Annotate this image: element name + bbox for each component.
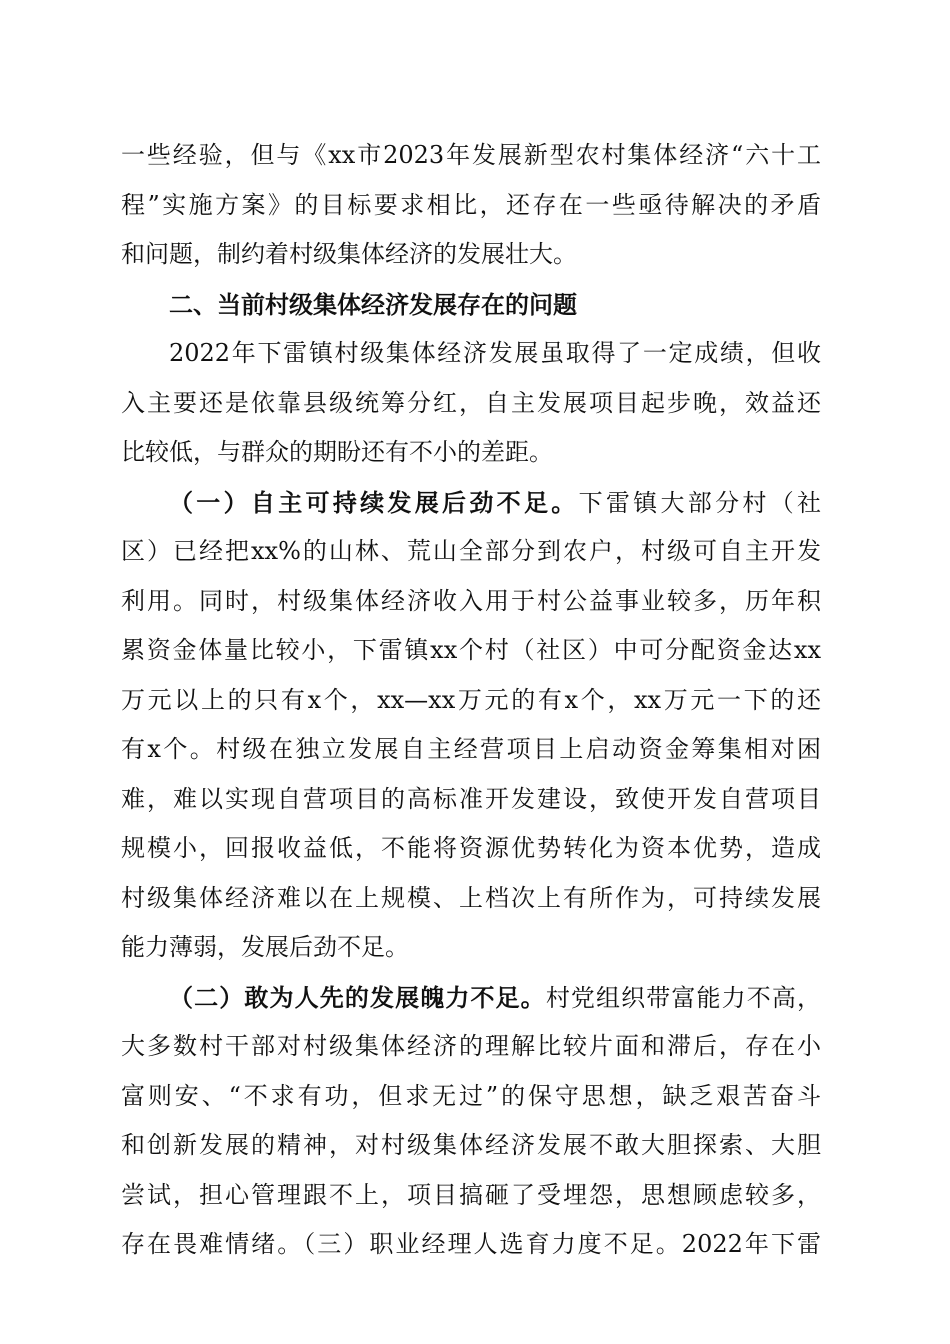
item1-line: 难，难以实现自营项目的高标准开发建设，致使开发自营项目 <box>121 784 821 813</box>
item2-title: （二）敢为人先的发展魄力不足。 <box>169 982 546 1012</box>
summary-line-3: 比较低，与群众的期盼还有不小的差距。 <box>121 438 553 466</box>
item1-line: 累资金体量比较小，下雷镇xx个村（社区）中可分配资金达xx <box>121 636 821 664</box>
intro-line-2: 程”实施方案》的目标要求相比，还存在一些亟待解决的矛盾 <box>121 190 821 219</box>
item1-line: 能力薄弱，发展后劲不足。 <box>121 933 409 961</box>
item1-line: 规模小，回报收益低，不能将资源优势转化为资本优势，造成 <box>121 834 821 862</box>
item1-line: 万元以上的只有x个，xx—xx万元的有x个，xx万元一下的还 <box>121 685 821 714</box>
item2-first-rest: 村党组织带富能力不高， <box>545 983 822 1012</box>
document-page <box>121 131 821 1270</box>
item1-first-rest: 下雷镇大部分村（社 <box>578 488 822 517</box>
item1-line: 有x个。村级在独立发展自主经营项目上启动资金筹集相对困 <box>121 735 821 763</box>
summary-line-2: 入主要还是依靠县级统筹分红，自主发展项目起步晚，效益还 <box>121 388 821 417</box>
item2-line: 尝试，担心管理跟不上，项目搞砸了受埋怨，思想顾虑较多， <box>121 1180 821 1209</box>
summary-line-1: 2022年下雷镇村级集体经济发展虽取得了一定成绩，但收 <box>169 339 821 367</box>
item2-first-line <box>121 973 821 1023</box>
intro-line-1: 一些经验，但与《xx市2023年发展新型农村集体经济“六十工 <box>121 141 821 169</box>
item2-line: 和创新发展的精神，对村级集体经济发展不敢大胆探索、大胆 <box>121 1131 821 1159</box>
item1-line: 村级集体经济难以在上规模、上档次上有所作为，可持续发展 <box>121 883 821 912</box>
intro-line-3: 和问题，制约着村级集体经济的发展壮大。 <box>121 240 577 268</box>
item2-line: 富则安、“不求有功，但求无过”的保守思想，缺乏艰苦奋斗 <box>121 1081 821 1110</box>
item1-first-line <box>121 478 821 528</box>
item2-line: 存在畏难情绪。（三）职业经理人选育力度不足。2022年下雷 <box>121 1230 821 1258</box>
item2-line: 大多数村干部对村级集体经济的理解比较片面和滞后，存在小 <box>121 1032 821 1060</box>
item1-title: （一）自主可持续发展后劲不足。 <box>169 487 579 517</box>
item1-line: 区）已经把xx%的山林、荒山全部分到农户，村级可自主开发 <box>121 537 821 565</box>
item1-line: 利用。同时，村级集体经济收入用于村公益事业较多，历年积 <box>121 586 821 615</box>
section-heading: 二、当前村级集体经济发展存在的问题 <box>169 289 577 319</box>
